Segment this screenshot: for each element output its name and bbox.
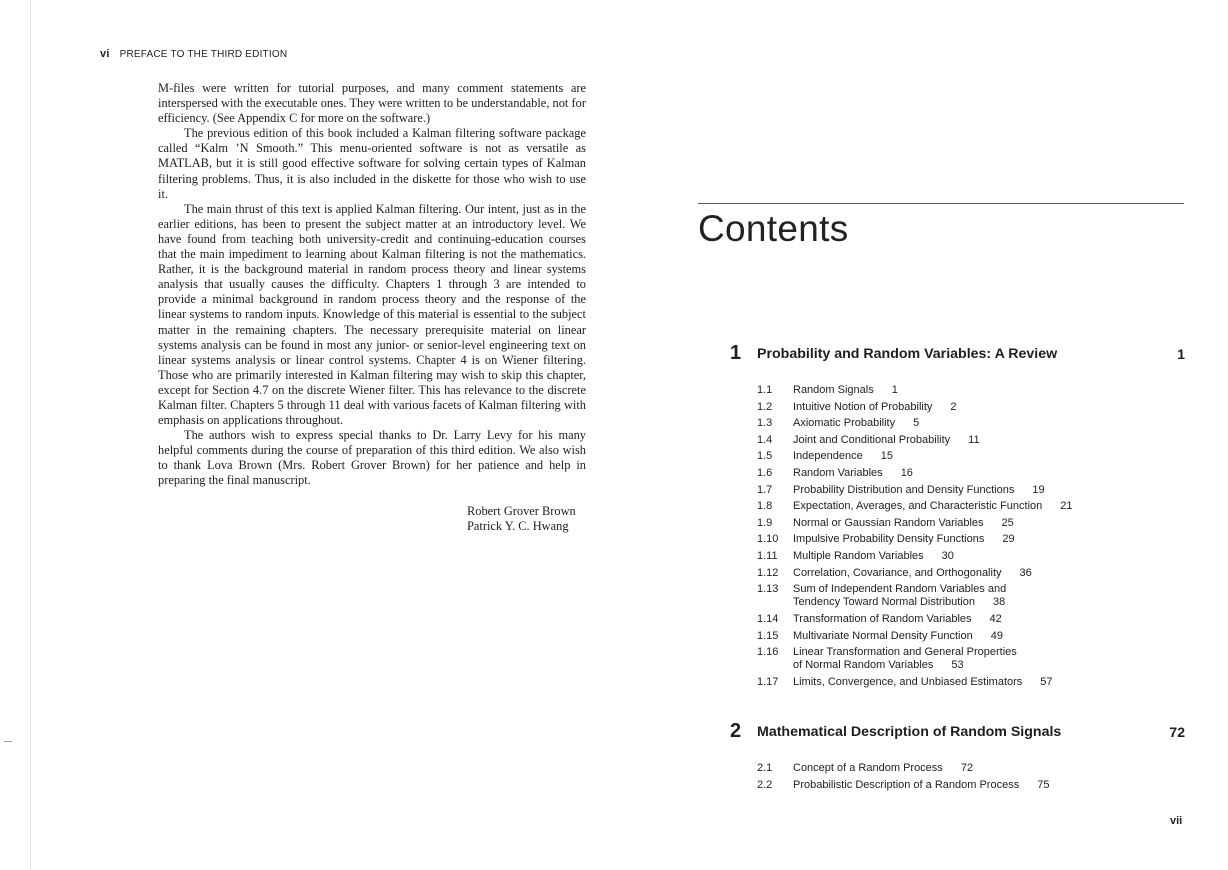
running-head-text: PREFACE TO THE THIRD EDITION xyxy=(119,49,288,60)
toc-entry xyxy=(757,676,1177,693)
section-title: Random Variables xyxy=(793,466,883,479)
section-page: 29 xyxy=(1002,533,1015,546)
paragraph: M-files were written for tutorial purposes, and many comment statements are interspersed with the executable ones. They were written to be understandable, not for efficiency. (See Appendix C for more on the software.) xyxy=(158,81,586,126)
section-number: 1.13 xyxy=(757,583,779,596)
author-name: Robert Grover Brown xyxy=(467,504,576,518)
section-page: 42 xyxy=(989,613,1002,626)
author-signature xyxy=(467,504,607,534)
toc-entry xyxy=(757,500,1177,517)
author-name: Patrick Y. C. Hwang xyxy=(467,519,569,534)
section-number: 1.9 xyxy=(757,516,773,529)
section-page: 25 xyxy=(1001,516,1014,529)
toc-entry xyxy=(757,567,1177,584)
page-edge xyxy=(30,0,31,870)
section-number: 1.14 xyxy=(757,613,779,626)
section-page: 1 xyxy=(891,384,898,396)
section-number: 1.11 xyxy=(757,549,778,562)
section-title: Multiple Random Variables xyxy=(793,549,924,562)
section-title: Concept of a Random Process xyxy=(793,762,943,774)
chapter-heading xyxy=(730,720,1185,746)
section-title: Probabilistic Description of a Random Process xyxy=(793,778,1020,791)
preface-body xyxy=(158,81,586,489)
toc-entry xyxy=(757,583,1177,613)
section-page: 57 xyxy=(1040,676,1053,689)
section-title: Multivariate Normal Density Function xyxy=(793,629,973,642)
toc-entry xyxy=(757,401,1177,418)
section-title-continued: Tendency Toward Normal Distribution xyxy=(793,596,975,609)
section-number: 1.7 xyxy=(757,483,773,496)
section-number: 1.2 xyxy=(757,400,773,413)
title-rule xyxy=(698,203,1184,204)
section-number: 1.15 xyxy=(757,629,779,642)
section-title: Normal or Gaussian Random Variables xyxy=(793,516,984,529)
section-number: 1.10 xyxy=(757,533,779,546)
section-page: 53 xyxy=(951,659,964,672)
section-page: 5 xyxy=(913,417,920,430)
toc-entry xyxy=(757,467,1177,484)
section-list xyxy=(757,384,1177,693)
toc-entry xyxy=(757,450,1177,467)
section-title: Probability Distribution and Density Functions xyxy=(793,483,1015,496)
section-title: Intuitive Notion of Probability xyxy=(793,400,933,413)
toc-entry xyxy=(757,762,1177,779)
section-page: 38 xyxy=(993,596,1006,609)
chapter-page: 1 xyxy=(1177,346,1185,362)
toc-entry xyxy=(757,517,1177,534)
section-number: 1.17 xyxy=(757,676,779,689)
page-title: Contents xyxy=(698,208,849,249)
section-page: 21 xyxy=(1060,500,1073,513)
paragraph: The previous edition of this book included a Kalman filtering software package called “Kalm ’N Smooth.” This menu-oriented software is not as versatile as MATLAB, but it is still good effective software for solving certain types of Kalman filtering problems. Thus, it is also included in the diskette for those who wish to use it. xyxy=(158,126,586,201)
toc-entry xyxy=(757,550,1177,567)
section-title: Joint and Conditional Probability xyxy=(793,433,951,446)
section-title: Transformation of Random Variables xyxy=(793,613,972,626)
section-title: Limits, Convergence, and Unbiased Estimators xyxy=(793,676,1023,689)
right-folio: vii xyxy=(1170,815,1183,827)
scan-mark xyxy=(4,741,12,742)
toc-entry xyxy=(757,630,1177,647)
paragraph: The main thrust of this text is applied Kalman filtering. Our intent, just as in the earlier editions, has been to present the subject matter at an introductory level. We have found from teaching both university-credit and continuing-education courses that the main impediment to learning about Kalman filtering is not the mathematics. Rather, it is the background material in random process theory and linear systems analysis that usually causes the difficulty. Chapters 1 through 3 are intended to provide a minimal background in random process theory and the response of the linear systems to random inputs. Knowledge of this material is essential to the subject matter in the remaining chapters. The necessary prerequisite material on linear systems analysis can be found in most any junior- or senior-level engineering text on linear systems analysis or linear control systems. Chapter 4 is on Wiener filtering. Those who are primarily interested in Kalman filtering may wish to skip this chapter, except for Section 4.7 on the discrete Wiener filter. This has relevance to the discrete Kalman filter. Chapters 5 through 11 deal with various facets of Kalman filtering with emphasis on applications throughout. xyxy=(158,201,586,428)
section-title: Correlation, Covariance, and Orthogonality xyxy=(793,566,1002,579)
section-number: 1.1 xyxy=(757,384,773,396)
left-folio: vi xyxy=(100,48,110,60)
section-page: 16 xyxy=(900,466,913,479)
chapter-title: Mathematical Description of Random Signals xyxy=(757,724,1062,740)
section-number: 1.4 xyxy=(757,433,773,446)
section-page: 30 xyxy=(941,549,954,562)
section-title: Independence xyxy=(793,450,863,463)
section-title: Expectation, Averages, and Characteristic Function xyxy=(793,500,1043,513)
toc-entry xyxy=(757,384,1177,401)
section-page: 2 xyxy=(950,400,957,413)
section-title-continued: of Normal Random Variables xyxy=(793,659,934,672)
section-number: 2.2 xyxy=(757,778,773,791)
section-page: 19 xyxy=(1032,483,1045,496)
section-page: 49 xyxy=(990,629,1003,642)
section-number: 1.16 xyxy=(757,646,779,659)
section-number: 1.8 xyxy=(757,500,773,513)
toc-entry xyxy=(757,533,1177,550)
section-number: 1.12 xyxy=(757,566,779,579)
paragraph: The authors wish to express special thanks to Dr. Larry Levy for his many helpful comments during the course of preparation of this third edition. We also wish to thank Lova Brown (Mrs. Robert Grover Brown) for her patience and help in preparing the final manuscript. xyxy=(158,428,586,488)
toc-entry xyxy=(757,484,1177,501)
chapter-number: 2 xyxy=(730,720,742,742)
chapter-heading xyxy=(730,342,1185,368)
section-title: Axiomatic Probability xyxy=(793,417,896,430)
running-head xyxy=(100,48,287,60)
section-page: 36 xyxy=(1019,566,1032,579)
section-number: 1.6 xyxy=(757,466,773,479)
toc-entry xyxy=(757,417,1177,434)
toc-entry xyxy=(757,613,1177,630)
toc-entry xyxy=(757,646,1177,676)
section-page: 75 xyxy=(1037,778,1050,791)
chapter-number: 1 xyxy=(730,342,742,364)
toc-entry xyxy=(757,779,1177,796)
section-title: Sum of Independent Random Variables and xyxy=(793,583,1007,596)
toc-entry xyxy=(757,434,1177,451)
chapter-title: Probability and Random Variables: A Review xyxy=(757,346,1058,362)
section-list xyxy=(757,762,1177,795)
section-number: 1.5 xyxy=(757,450,773,463)
section-page: 11 xyxy=(968,433,980,446)
section-page: 72 xyxy=(960,762,974,774)
section-title: Linear Transformation and General Properties xyxy=(793,646,1017,659)
section-number: 2.1 xyxy=(757,762,773,774)
chapter-page: 72 xyxy=(1169,724,1185,740)
section-number: 1.3 xyxy=(757,417,773,430)
section-title: Impulsive Probability Density Functions xyxy=(793,533,985,546)
section-page: 15 xyxy=(880,450,893,463)
section-title: Random Signals xyxy=(793,384,874,396)
